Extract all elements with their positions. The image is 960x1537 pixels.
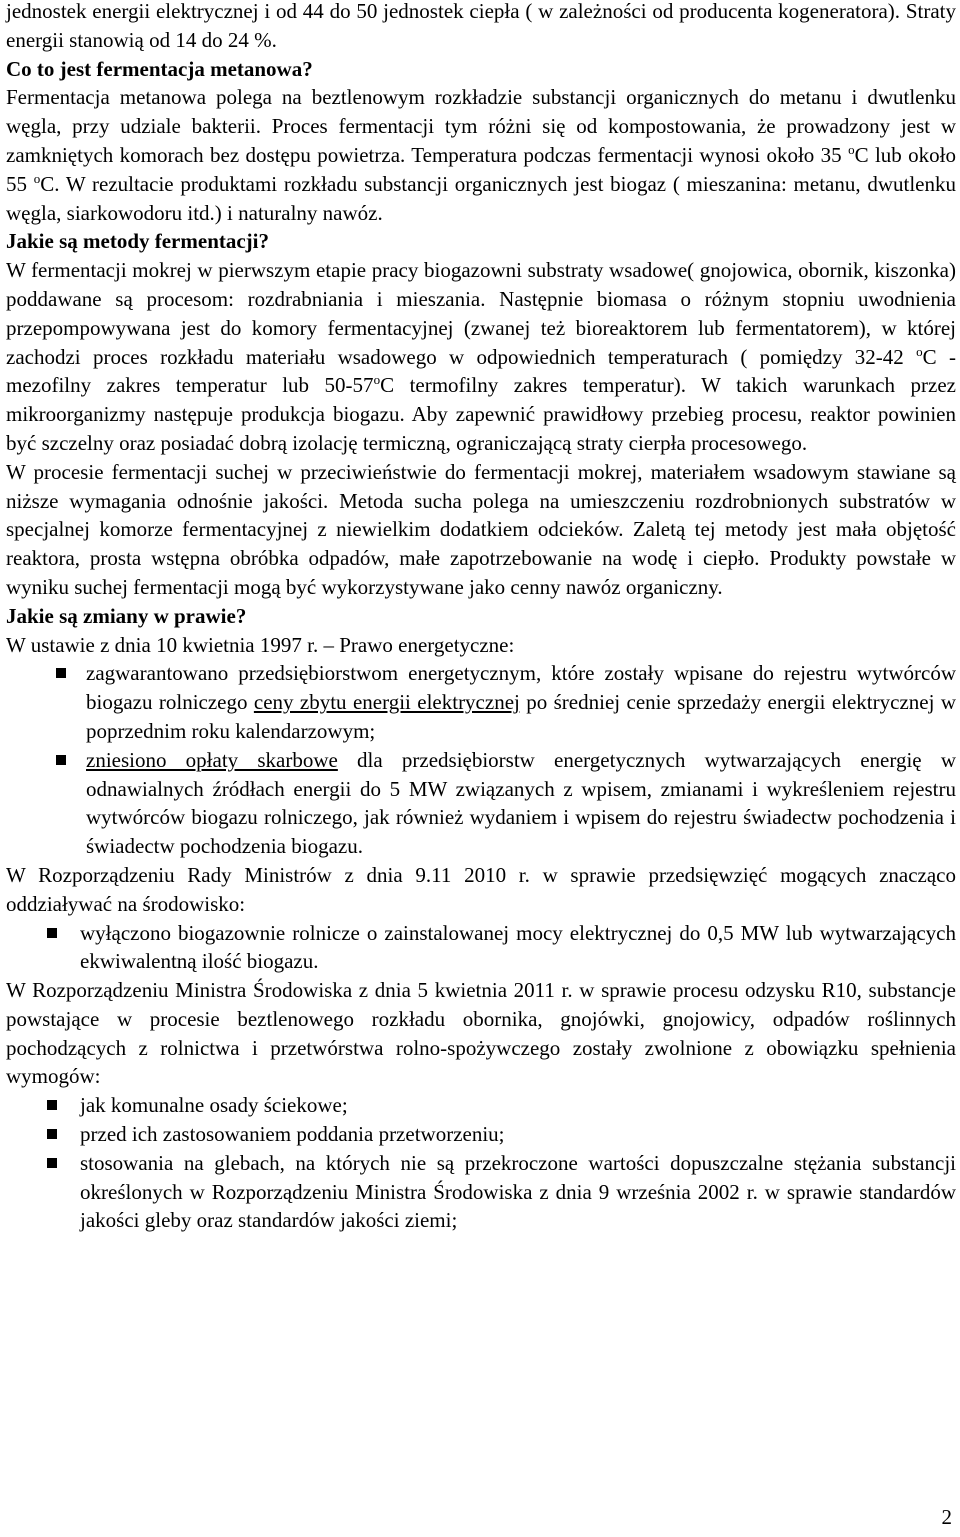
square-bullet-icon [47,1100,57,1110]
law-energy-act: W ustawie z dnia 10 kwietnia 1997 r. – Prawo energetyczne: [6,632,515,657]
energy-act-list [6,659,956,861]
list-item: jak komunalne osady ściekowe; [6,1091,956,1120]
square-bullet-icon [47,928,57,938]
square-bullet-icon [56,668,66,678]
page-number: 2 [941,1505,952,1530]
wet-text-a: W fermentacji mokrej w pierwszym etapie pracy biogazowni substraty wsadowe( gnojowica, obornik, kiszonka) poddawane są procesom: rozdrabniania i mieszania. Następnie biomasa o różnym stopniu uwodnienia przepompowywana jest do komory fermentacyjnej (zwanej też bioreaktorem lub fermentatorem), w której zachodzi proces rozkładu materiału wsadowego w odpowiednich temperaturach ( pomiędzy 32-42 [6,258,956,369]
list-item: stosowania na glebach, na których nie są przekroczone wartości dopuszczalne stężania substancji określonych w Rozporządzeniu Ministra Środowiska z dnia 9 września 2002 r. w sprawie standardów jakości gleby oraz standardów jakości ziemi; [6,1149,956,1235]
intro-paragraph: jednostek energii elektrycznej i od 44 do 50 jednostek ciepła ( w zależności od producenta kogeneratora). Straty energii stanowią od 14 do 24 %. [6,0,956,52]
law-council-regulation: W Rozporządzeniu Rady Ministrów z dnia 9.11 2010 r. w sprawie przedsięwzięć mogących znacząco oddziaływać na środowisko: [6,862,956,916]
list-item: wyłączono biogazownie rolnicze o zainstalowanej mocy elektrycznej do 0,5 MW lub wytwarzających ekwiwalentną ilość biogazu. [6,919,956,977]
degree-superscript: o [848,141,855,157]
square-bullet-icon [56,755,66,765]
wet-text-c: C termofilny zakres temperatur). W takich warunkach przez mikroorganizmy następuje produkcja biogazu. Aby zapewnić prawidłowy przebieg procesu, reaktor powinien być szczelny oraz posiadać dobrą izolację termiczną, ograniczającą straty cierpła procesowego. [6,373,956,455]
methane-paragraph [6,83,956,227]
degree-superscript: o [33,170,41,186]
law-environment-regulation: W Rozporządzeniu Ministra Środowiska z dnia 5 kwietnia 2011 r. w sprawie procesu odzysku R10, substancje powstające w procesie beztlenowego rozkładu obornika, gnojówki, gnojowicy, odpadów roślinnych pochodzących z rolnictwa i przetwórstwa rolno-spożywczego zostały zwolnione z obowiązku spełnienia wymogów: [6,978,956,1089]
council-regulation-list [6,919,956,977]
degree-superscript: o [916,343,923,359]
section-heading-methods: Jakie są metody fermentacji? [6,229,270,254]
dry-fermentation-paragraph: W procesie fermentacji suchej w przeciwieństwie do fermentacji mokrej, materiałem wsadowym stawiane są niższe wymagania odnośnie jakości. Metoda sucha polega na umieszczeniu rozdrobnionych substratów w specjalnej komorze fermentacyjnej z niewielkim dodatkiem odcieków. Zaletą tej metody jest mała objętość reaktora, prosta wstępna obróbka odpadów, małe zapotrzebowanie na wodę i ciepło. Produkty powstałe w wyniku suchej fermentacji mogą być wykorzystywane jako cenny nawóz organiczny. [6,459,956,599]
wet-text-b: C - mezofilny zakres temperatur lub 50-57 [6,344,956,398]
list-item: zagwarantowano przedsiębiorstwom energetycznym, które zostały wpisane do rejestru wytwórców biogazu rolniczego ceny zbytu energii elektrycznej po średniej cenie sprzedaży energii elektrycznej w poprzednim roku kalendarzowym; [6,659,956,745]
square-bullet-icon [47,1129,57,1139]
degree-superscript: o [373,372,381,388]
methane-text-a: Fermentacja metanowa polega na beztlenowym rozkładzie substancji organicznych do metanu i dwutlenku węgla, przy udziale bakterii. Proces fermentacji tym różni się od kompostowania, że prowadzony jest w zamkniętych komorach bez dostępu powietrza. Temperatura podczas fermentacji wynosi około 35 [6,85,956,167]
section-heading-methane: Co to jest fermentacja metanowa? [6,56,313,81]
section-heading-law: Jakie są zmiany w prawie? [6,603,247,628]
underlined-phrase: zniesiono opłaty skarbowe [86,747,338,772]
wet-fermentation-paragraph [6,256,956,458]
square-bullet-icon [47,1158,57,1168]
environment-regulation-list [6,1091,956,1235]
methane-text-b: C lub około 55 [6,142,956,196]
underlined-phrase: ceny zbytu energii elektrycznej [253,690,520,715]
methane-text-c: C. W rezultacie produktami rozkładu substancji organicznych jest biogaz ( mieszanina: metanu, dwutlenku węgla, siarkowodoru itd.) i naturalny nawóz. [6,171,956,225]
list-item: przed ich zastosowaniem poddania przetworzeniu; [6,1120,956,1149]
list-item: zniesiono opłaty skarbowe dla przedsiębiorstw energetycznych wytwarzających energię w odnawialnych źródłach energii do 5 MW związanych z wpisem, zmianami i wykreśleniem rejestru wytwórców biogazu rolniczego, jak również wydaniem i wpisem do rejestru świadectw pochodzenia i świadectw pochodzenia biogazu. [6,746,956,861]
